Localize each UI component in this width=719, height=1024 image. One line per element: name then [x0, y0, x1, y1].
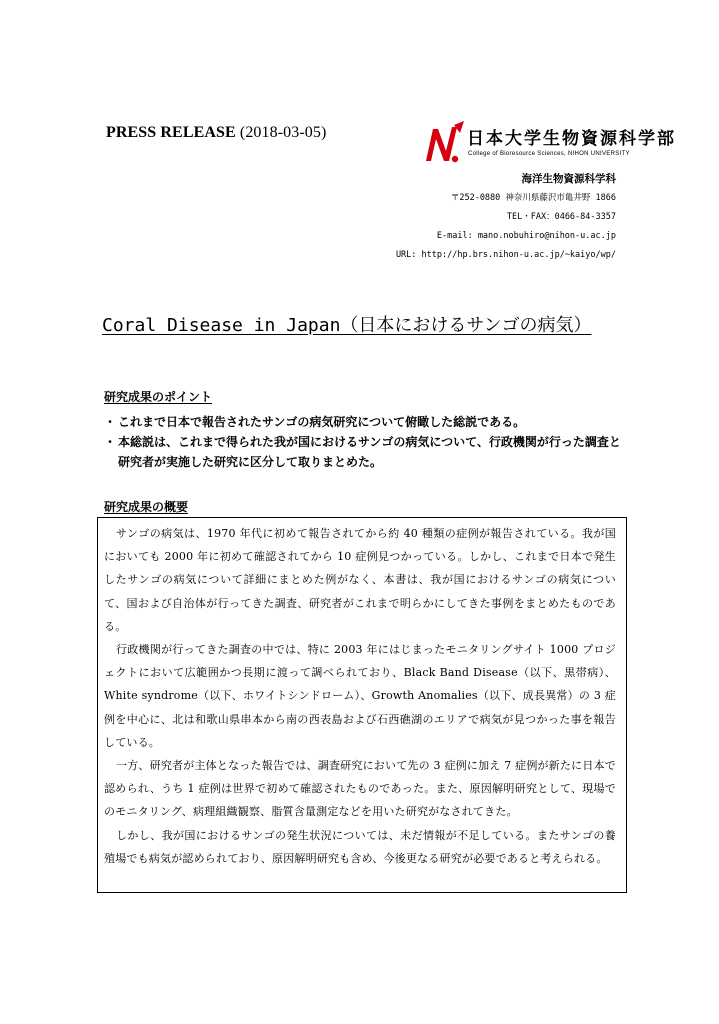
summary-paragraph: サンゴの病気は、1970 年代に初めて報告されてから約 40 種類の症例が報告されている。我が国においても 2000 年に初めて確認されてから 10 症例見つかっている。しかし、これまで日本で発生したサンゴの病気について詳細にまとめた例がなく、本書は、我が国におけるサンゴの病気について、国および自治体が行ってきた調査、研究者がこれまで明らかにしてきた事例をまとめたものである。	[104, 527, 616, 633]
tel-fax: TEL・FAX：0466-84-3357	[506, 212, 616, 222]
postal-address: 〒252-0880 神奈川県藤沢市亀井野 1866	[450, 193, 616, 203]
summary-paragraph: 一方、研究者が主体となった報告では、調査研究において先の 3 症例に加え 7 症例が新たに日本で認められ、うち 1 症例は世界で初めて確認されたものであった。また、原因解明研究として、現場でのモニタリング、病理組織観察、脂質含量測定などを用いた研究がなされてきた。	[104, 759, 616, 819]
nihon-university-n-logo-icon	[424, 121, 466, 165]
list-item: ・ これまで日本で報告されたサンゴの病気研究について俯瞰した総説である。	[104, 412, 624, 432]
summary-paragraph: 行政機関が行ってきた調査の中では、特に 2003 年にはじまったモニタリングサイト 1000 プロジェクトにおいて広範囲かつ長期に渡って調べられており、Black Band Disease（以下、黒帯病）、White syndrome（以下、ホワイトシンドローム）、Growth Anomalies（以下、成長異常）の 3 症例を中心に、北は和歌山県串本から南の西表島および石西礁湖のエリアで病気が見つかった事を報告している。	[104, 643, 616, 749]
department-name: 海洋生物資源科学科	[521, 173, 616, 185]
list-item: ・ 本総説は、これまで得られた我が国におけるサンゴの病気について、行政機関が行った調査と研究者が実施した研究に区分して取りまとめた。	[104, 432, 624, 472]
summary-paragraph: しかし、我が国におけるサンゴの発生状況については、未だ情報が不足している。またサンゴの養殖場でも病気が認められており、原因解明研究も含め、今後更なる研究が必要であると考えられる。	[104, 828, 616, 865]
summary-heading: 研究成果の概要	[104, 500, 189, 514]
university-name-en: College of Bioresource Sciences, NIHON UNIVERSITY	[468, 151, 630, 157]
contact-block	[396, 170, 616, 265]
points-list	[104, 412, 624, 472]
press-release-label: PRESS RELEASE	[106, 124, 236, 141]
press-release-date: (2018-03-05)	[239, 124, 327, 141]
website-url: URL: http://hp.brs.nihon-u.ac.jp/~kaiyo/wp/	[395, 250, 616, 260]
university-name-jp: 日本大学生物資源科学部	[467, 129, 676, 149]
points-heading: 研究成果のポイント	[104, 390, 213, 404]
press-release-heading	[106, 124, 326, 142]
document-title: Coral Disease in Japan（日本におけるサンゴの病気）	[102, 315, 592, 336]
email-address: E-mail: mano.nobuhiro@nihon-u.ac.jp	[436, 231, 616, 241]
university-logo	[424, 121, 676, 169]
summary-box	[97, 517, 627, 893]
